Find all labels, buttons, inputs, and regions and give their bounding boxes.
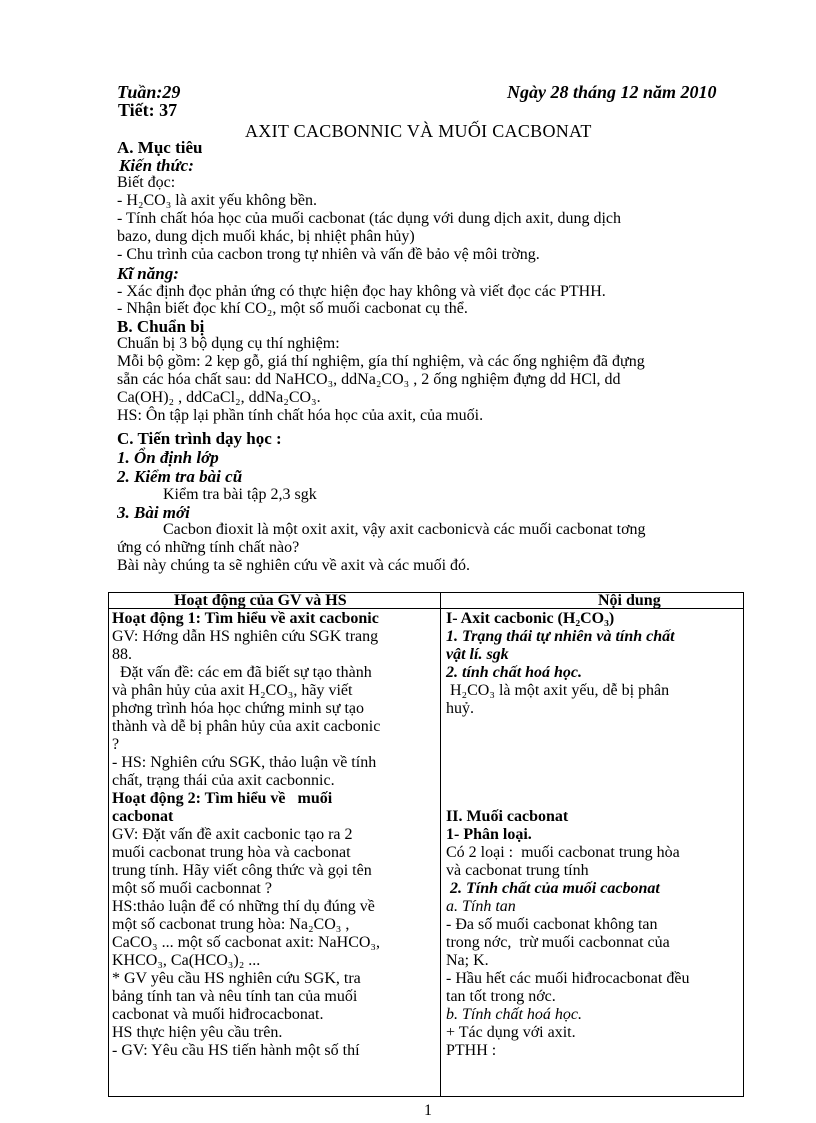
table-border-left <box>108 592 109 1097</box>
step-2-text: Kiểm tra bài tập 2,3 sgk <box>163 486 317 503</box>
table-border-right <box>743 592 744 1097</box>
step-3-line: Cacbon đioxit là một oxit axit, vậy axit cacbonicvà các muối cacbonat tơng <box>163 521 646 538</box>
content-solubility-line: tan tốt trong nớc. <box>446 988 556 1005</box>
activity-2-line: * GV yêu cầu HS nghiên cứu SGK, tra <box>112 970 361 987</box>
section-b-heading: B. Chuẩn bị <box>117 317 205 336</box>
step-1: 1. Ổn định lớp <box>117 448 219 467</box>
content-solubility-line: trong nớc, trừ muối cacbonnat của <box>446 934 670 951</box>
activity-2-line: một số muối cacbonnat ? <box>112 880 272 897</box>
skills-line: - Nhận biết đọc khí CO₂, một số muối cacbonat cụ thể. <box>117 300 468 317</box>
content-section-1-title: I- Axit cacbonic (H₂CO₃) <box>446 610 615 627</box>
section-c-heading: C. Tiến trình dạy học : <box>117 429 282 448</box>
content-section-1-text: H₂CO₃ là một axit yếu, dễ bị phân <box>446 682 670 699</box>
activity-2-title: Hoạt động 2: Tìm hiểu về muối <box>112 790 333 807</box>
activity-2-line: HS:thảo luận để có những thí dụ đúng về <box>112 898 375 915</box>
skills-line: - Xác định đọc phản ứng có thực hiện đọc hay không và viết đọc các PTHH. <box>117 283 606 300</box>
step-3: 3. Bài mới <box>117 503 190 522</box>
table-border-bottom <box>108 1096 744 1097</box>
content-solubility-line: - Hầu hết các muối hiđrocacbonat đều <box>446 970 690 987</box>
section-a-heading: A. Mục tiêu <box>117 138 203 157</box>
activity-1-line: GV: Hớng dẫn HS nghiên cứu SGK trang <box>112 628 379 645</box>
column-header-content: Nội dung <box>598 592 661 609</box>
content-solubility-line: - Đa số muối cacbonat không tan <box>446 916 658 933</box>
activity-2-line: muối cacbonat trung hòa và cacbonat <box>112 844 351 861</box>
activity-1-line: Đặt vấn đề: các em đã biết sự tạo thành <box>112 664 372 681</box>
knowledge-line: - Tính chất hóa học của muối cacbonat (tác dụng với dung dịch axit, dung dịch <box>117 210 622 227</box>
skills-heading: Kĩ năng: <box>117 264 179 283</box>
content-pthh-label: PTHH : <box>446 1042 497 1059</box>
knowledge-line: - Chu trình của cacbon trong tự nhiên và vấn đề bảo vệ môi trờng. <box>117 246 540 263</box>
activity-2-line: GV: Đặt vấn đề axit cacbonic tạo ra 2 <box>112 826 353 843</box>
content-section-2-title: II. Muối cacbonat <box>446 808 569 825</box>
activity-1-line: thành và dễ bị phân hủy của axit cacbonic <box>112 718 381 735</box>
lesson-table <box>108 592 744 1097</box>
prep-line: Mỗi bộ gồm: 2 kẹp gỗ, giá thí nghiệm, gía thí nghiệm, và các ống nghiệm đã đựng <box>117 353 645 370</box>
activity-1-line: ? <box>112 736 120 753</box>
activity-1-line: chất, trạng thái của axit cacbonnic. <box>112 772 335 789</box>
activity-1-line: - HS: Nghiên cứu SGK, thảo luận về tính <box>112 754 377 771</box>
document-title: AXIT CACBONNIC VÀ MUỐI CACBONAT <box>245 121 592 141</box>
step-3-line: Bài này chúng ta sẽ nghiên cứu về axit và các muối đó. <box>117 557 471 574</box>
content-section-1-sub-1: 1. Trạng thái tự nhiên và tính chất <box>446 628 675 645</box>
content-solubility-line: Na; K. <box>446 952 489 969</box>
activity-1-line: và phân hủy của axit H₂CO₃, hãy viết <box>112 682 353 699</box>
prep-line: HS: Ôn tập lại phần tính chất hóa học của axit, của muối. <box>117 407 484 424</box>
activity-2-line: trung tính. Hãy viết công thức và gọi tên <box>112 862 372 879</box>
content-section-2-sub-2: 2. Tính chất của muối cacbonat <box>446 880 660 897</box>
content-section-2-text-cont: và cacbonat trung tính <box>446 862 589 879</box>
step-3-line: ứng có những tính chất nào? <box>117 539 300 556</box>
activity-2-line: bảng tính tan và nêu tính tan của muối <box>112 988 358 1005</box>
activity-1-title: Hoạt động 1: Tìm hiểu về axit cacbonic <box>112 610 379 627</box>
knowledge-line: - H₂CO₃ là axit yếu không bền. <box>117 192 318 209</box>
activity-2-line: một số cacbonat trung hòa: Na₂CO₃ , <box>112 916 350 933</box>
left-column <box>112 610 436 1060</box>
activity-2-title-cont: cacbonat <box>112 808 174 825</box>
knowledge-line: Biết đọc: <box>117 174 176 191</box>
content-solubility-heading: a. Tính tan <box>446 898 516 915</box>
knowledge-heading: Kiến thức: <box>119 156 194 175</box>
prep-line: sẵn các hóa chất sau: dd NaHCO₃, ddNa₂CO₃ , 2 ống nghiệm đựng dd HCl, dd <box>117 371 621 388</box>
content-section-1-text-cont: huỷ. <box>446 700 474 717</box>
activity-2-line: HS thực hiện yêu cầu trên. <box>112 1024 283 1041</box>
prep-line: Chuẩn bị 3 bộ dụng cụ thí nghiệm: <box>117 335 340 352</box>
table-column-divider <box>440 592 441 1097</box>
activity-1-line: phơng trình hóa học chứng minh sự tạo <box>112 700 364 717</box>
content-chemical-properties-heading: b. Tính chất hoá học. <box>446 1006 582 1023</box>
prep-line: Ca(OH)₂ , ddCaCl₂, ddNa₂CO₃. <box>117 389 321 406</box>
right-column <box>446 610 740 1060</box>
activity-1-line: 88. <box>112 646 132 663</box>
activity-2-line: cacbonat và muối hiđrocacbonat. <box>112 1006 324 1023</box>
activity-2-line: CaCO₃ ... một số cacbonat axit: NaHCO₃, <box>112 934 380 951</box>
step-2: 2. Kiểm tra bài cũ <box>117 467 243 486</box>
lesson-label: Tiết: 37 <box>118 100 178 120</box>
activity-2-line: KHCO₃, Ca(HCO₃)₂ ... <box>112 952 261 969</box>
content-section-1-sub-2: 2. tính chất hoá học. <box>446 664 583 681</box>
page-number: 1 <box>424 1102 432 1119</box>
content-section-1-sub-1-cont: vật lí. sgk <box>446 646 509 663</box>
column-header-activities: Hoạt động của GV và HS <box>174 592 347 609</box>
content-section-2-sub-1: 1- Phân loại. <box>446 826 532 843</box>
activity-2-line: - GV: Yêu cầu HS tiến hành một số thí <box>112 1042 360 1059</box>
content-section-2-text: Có 2 loại : muối cacbonat trung hòa <box>446 844 680 861</box>
date-label: Ngày 28 tháng 12 năm 2010 <box>507 82 717 102</box>
knowledge-line: bazo, dung dịch muối khác, bị nhiệt phân hủy) <box>117 228 415 245</box>
content-acid-reaction: + Tác dụng với axit. <box>446 1024 576 1041</box>
week-label: Tuần:29 <box>117 82 181 102</box>
